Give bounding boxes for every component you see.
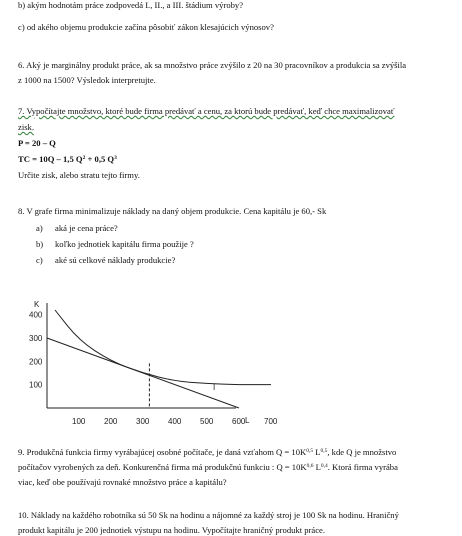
question-9-line2: počítačov vyrobených za deň. Konkurenčná firma má produkčnú funkciu : $Q = 10K^{0,6}$ L$^{0,4}$. Ktorá firma vyrába: [18, 462, 398, 472]
question-8a-text: aká je cena práce?: [55, 223, 118, 233]
question-5b: b) akým hodnotám práce zodpovedá I., II., a III. štádium výroby?: [18, 0, 244, 10]
question-8c-text: aké sú celkové náklady produkcie?: [55, 255, 176, 265]
question-9-line3: viac, keď obe používajú rovnaké množstvo práce a kapitálu?: [18, 477, 227, 487]
isoquant-chart: [0, 295, 462, 430]
isoquant-label: I: [213, 383, 216, 392]
x-axis-label: L: [245, 416, 250, 425]
y-tick-label-100: 100: [29, 380, 43, 390]
y-tick-label-400: 400: [29, 310, 43, 320]
y-tick-label-300: 300: [29, 334, 43, 343]
question-8a-letter: a): [36, 223, 43, 233]
isocost-line: [47, 338, 239, 408]
x-tick-label-600: 600: [232, 417, 246, 426]
x-tick-label-400: 400: [168, 417, 182, 426]
isoquant-curve: [55, 310, 271, 385]
x-tick-label-700: 700: [264, 417, 278, 426]
question-8b-letter: b): [36, 239, 44, 249]
question-7-cost-equation: TC = 10Q – 1,5 $Q^2 + 0,5$ $Q^3$: [18, 154, 117, 164]
question-9-line1: 9. Produkčná funkcia firmy vyrábajúcej osobné počítače, je daná vzťahom $Q = 10K^{0,5}$ L$^{0,5}$, kde Q je množstvo: [18, 447, 397, 457]
x-tick-label-200: 200: [104, 417, 118, 426]
question-7-price-equation: P = 20 – Q: [18, 138, 56, 148]
question-6-line1: 6. Aký je marginálny produkt práce, ak sa množstvo práce zvýšilo z 20 na 30 pracovníkov a produkcia sa zvýšila: [18, 60, 407, 70]
question-6-line2: z 1000 na 1500? Výsledok interpretujte.: [18, 75, 156, 85]
x-tick-label-100: 100: [72, 417, 86, 426]
x-tick-label-300: 300: [136, 417, 150, 426]
question-7-line2: zisk.: [18, 122, 34, 132]
question-7-line1: 7. Vypočítajte množstvo, ktoré bude firma predávať a cenu, za ktorú bude predávať, keď chce maximalizovať: [18, 106, 395, 116]
y-tick-label-200: 200: [29, 357, 43, 367]
x-tick-label-500: 500: [200, 417, 214, 426]
question-5c: c) od akého objemu produkcie začína pôsobiť zákon klesajúcich výnosov?: [18, 22, 274, 32]
question-10-line2: produkt kapitálu je 200 jednotiek výstupu na hodinu. Vypočítajte hraničný produkt práce.: [18, 525, 325, 535]
question-7-line5: Určite zisk, alebo stratu tejto firmy.: [18, 170, 140, 180]
question-10-line1: 10. Náklady na každého robotníka sú 50 Sk na hodinu a nájomné za každý stroj je 100 Sk na hodinu. Hraničný: [18, 510, 399, 520]
question-8c-letter: c): [36, 255, 43, 265]
y-axis-label: K: [34, 300, 40, 309]
question-8-text: 8. V grafe firma minimalizuje náklady na daný objem produkcie. Cena kapitálu je 60,- Sk: [18, 206, 327, 216]
question-8b-text: koľko jednotiek kapitálu firma použije ?: [55, 239, 194, 249]
